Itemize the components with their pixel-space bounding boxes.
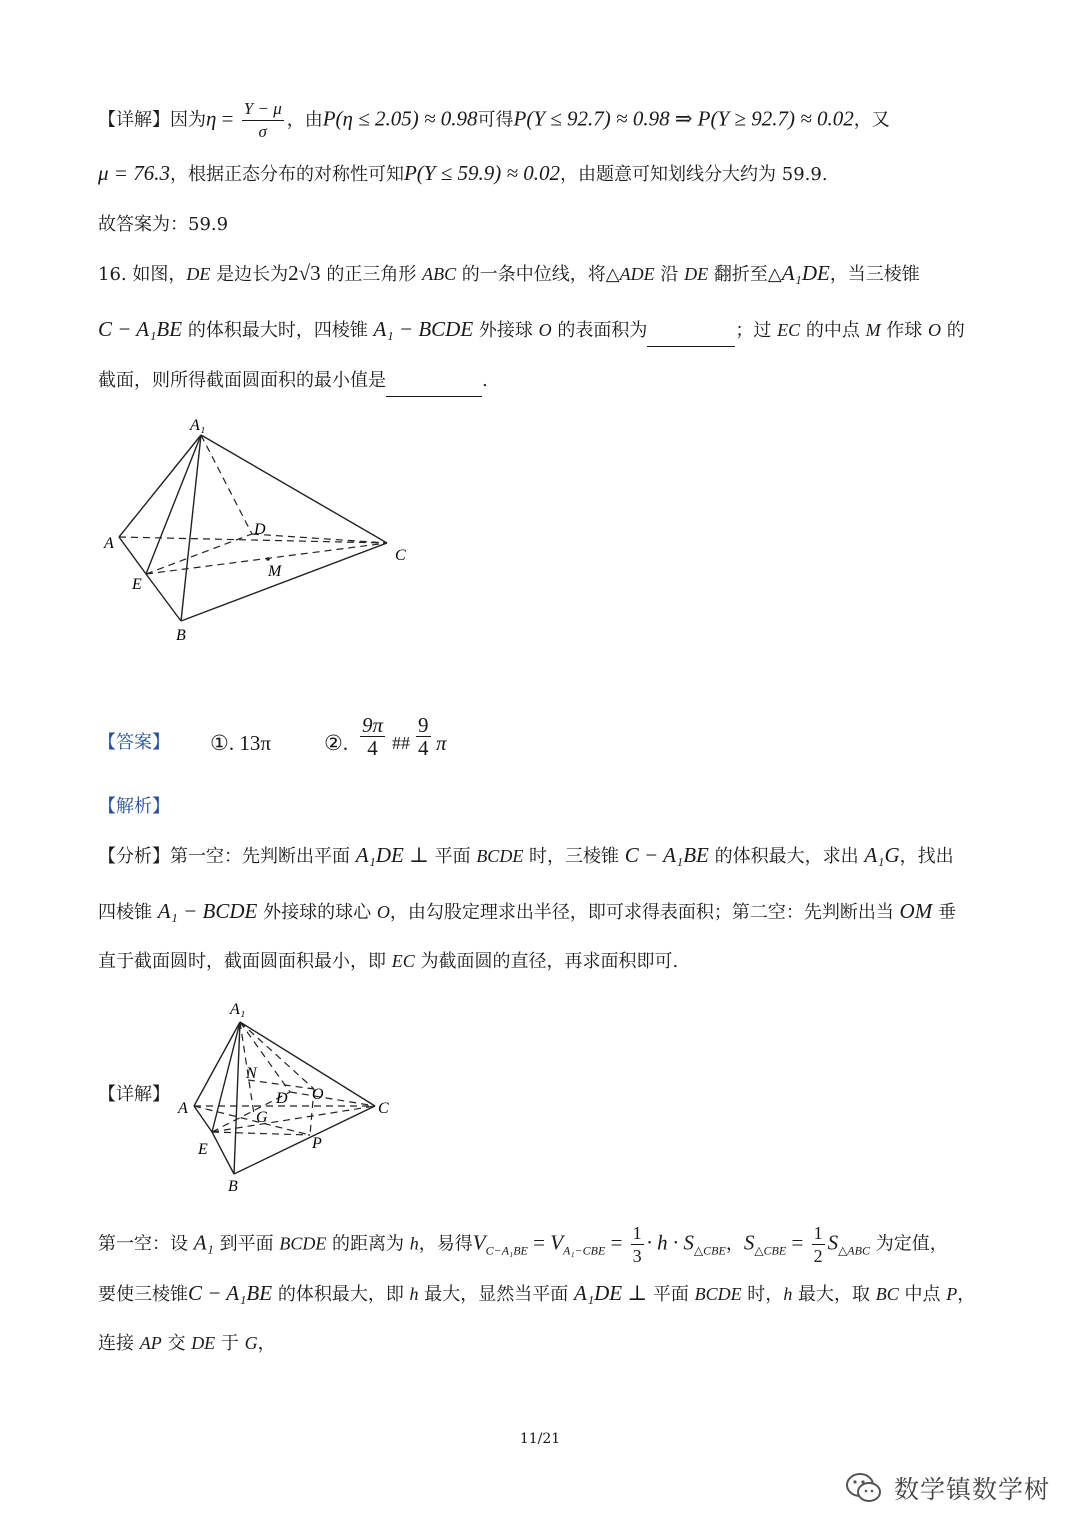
fraction-denominator: 2	[813, 1246, 823, 1266]
label-c: C	[395, 547, 406, 564]
q16-text: 沿	[654, 264, 685, 285]
step1-line-3	[98, 1328, 982, 1359]
plane-bcde: BCDE	[694, 1284, 742, 1304]
triangle-a1de: A₁DE	[781, 261, 830, 285]
analysis-text: ，找出	[899, 846, 954, 867]
pyramid-c-a1be: C − A₁BE	[624, 843, 709, 867]
point-a1: A₁	[193, 1230, 214, 1255]
plane-bcde: BCDE	[476, 846, 524, 866]
analysis-line-3	[98, 946, 982, 977]
edge-a1-a	[194, 1022, 240, 1106]
step-text: 的体积最大，即	[272, 1284, 410, 1305]
pyramid-c-a1be: C − A₁BE	[98, 317, 183, 341]
pyramid-a1-bcde: A₁ − BCDE	[157, 899, 258, 923]
step1-line-2	[98, 1278, 982, 1310]
point-g: G	[244, 1333, 258, 1353]
equals-sign: =	[786, 1230, 809, 1255]
mu-value: μ = 76.3	[98, 161, 170, 185]
point-m: M	[865, 320, 881, 340]
edge-b-c	[181, 543, 387, 621]
edge-e-b	[212, 1132, 234, 1174]
probability-y-927: P(Y ≤ 92.7) ≈ 0.98 ⇒ P(Y ≥ 92.7) ≈ 0.02	[513, 106, 854, 131]
watermark	[844, 1468, 1050, 1508]
step-text: 时，	[741, 1284, 784, 1305]
wechat-icon	[844, 1468, 884, 1508]
q16-text: 的一条中位线，将△	[456, 264, 620, 285]
detail-tag: 【详解】	[98, 109, 170, 131]
segment-ap: AP	[139, 1333, 162, 1353]
volume-v1-subscript: C−A₁BE	[485, 1243, 528, 1258]
answer-row	[98, 713, 982, 774]
label-a: A	[178, 1100, 188, 1117]
q16-text: 是边长为	[210, 264, 289, 285]
label-e: E	[132, 576, 142, 593]
label-d: D	[254, 521, 266, 538]
page-number: 11/21	[519, 1431, 561, 1447]
edge-a-e	[119, 537, 146, 574]
label-e: E	[198, 1141, 208, 1158]
q16-line-1	[98, 258, 982, 290]
label-a1: A₁	[230, 1001, 246, 1018]
edge-a1-b	[181, 435, 201, 621]
analysis-text: 直于截面圆时，截面圆面积最小，即	[98, 951, 392, 972]
probability-eta: P(η ≤ 2.05) ≈ 0.98	[322, 106, 478, 131]
step-text: ，易得	[418, 1233, 473, 1255]
edge-e-p	[212, 1132, 310, 1135]
fraction-one-half	[812, 1222, 825, 1267]
step-text: 为定值，	[869, 1233, 948, 1255]
sphere-o: O	[538, 320, 552, 340]
step-text: 交	[161, 1333, 192, 1354]
label-a1: A₁	[190, 417, 206, 434]
analysis-line-2	[98, 896, 982, 928]
answer-line: 故答案为：59.9	[98, 214, 229, 235]
triangle-abc: ABC	[422, 264, 457, 284]
edge-d-c	[252, 534, 387, 543]
answer-blank-1	[647, 316, 735, 347]
answer-blank-2	[386, 366, 482, 397]
equals-sign: =	[527, 1230, 551, 1255]
step-text: ，	[957, 1284, 976, 1305]
detail-line-2	[98, 158, 982, 190]
q16-text: 截面，则所得截面圆面积的最小值是	[98, 370, 386, 391]
step-text: 到平面	[213, 1233, 280, 1255]
text-by: ，由	[286, 109, 323, 131]
conclusion-text: ，由题意可知划线分大约为 59.9.	[560, 164, 828, 185]
q16-text: 的正三角形	[320, 264, 423, 285]
step-text: 于	[215, 1333, 245, 1354]
analysis-text: 为截面圆的直径，再求面积即可.	[414, 951, 679, 972]
distance-h: h	[783, 1284, 793, 1304]
center-o: O	[376, 902, 390, 922]
distance-h: h	[409, 1284, 419, 1304]
fraction-denominator: 4	[418, 736, 429, 760]
answer-choice-1: ①. 13π	[210, 731, 271, 755]
figure-pyramid-2	[170, 992, 410, 1202]
fraction-denominator: σ	[258, 122, 267, 141]
equals-sign: =	[216, 106, 239, 131]
probability-y-599: P(Y ≤ 59.9) ≈ 0.02	[403, 161, 561, 185]
h-times-s: · h · S	[646, 1230, 694, 1255]
analysis-text: 平面	[428, 846, 477, 867]
answer-choice-2-label: ②.	[324, 731, 349, 755]
segment-bc: BC	[875, 1284, 899, 1304]
pyramid-a1-bcde: A₁ − BCDE	[373, 317, 474, 341]
edge-e-b	[146, 574, 181, 621]
fraction-numerator: Y − μ	[242, 98, 284, 121]
analysis-tag: 【分析】	[98, 846, 170, 867]
label-d: D	[276, 1090, 288, 1107]
plane-bcde: BCDE	[279, 1233, 327, 1254]
analysis-text: 第一空：先判断出平面	[170, 846, 356, 867]
q16-text: 翻折至△	[708, 264, 782, 285]
q16-line-2	[98, 314, 982, 347]
point-m-dot	[266, 557, 270, 561]
detail-2-tag: 【详解】	[98, 1084, 170, 1105]
answer-fraction-1	[360, 714, 385, 759]
q16-text: 外接球	[473, 320, 539, 341]
label-n: N	[246, 1065, 257, 1082]
label-o: O	[312, 1086, 324, 1103]
analysis-text: ，由勾股定理求出半径，即可求得表面积；第二空：先判断出当	[389, 902, 900, 923]
point-p: P	[946, 1284, 958, 1304]
volume-v1: V	[472, 1230, 486, 1255]
q16-intro: 16. 如图，	[98, 264, 187, 285]
segment-ec: EC	[777, 320, 801, 340]
fraction-numerator: 1	[813, 1223, 823, 1243]
q16-line-3	[98, 366, 982, 397]
segment-de: DE	[191, 1333, 216, 1353]
answer-tag: 【答案】	[98, 732, 170, 753]
step-text: 的距离为	[326, 1233, 410, 1255]
fraction-numerator: 1	[632, 1223, 642, 1243]
segment-ec: EC	[391, 951, 415, 971]
eta-symbol: η	[206, 106, 217, 131]
pi-symbol: π	[436, 731, 447, 755]
area-subscript: △ABC	[838, 1243, 870, 1258]
step-text: 连接	[98, 1333, 140, 1354]
area-s: S	[827, 1230, 839, 1255]
edge-a1-c	[240, 1022, 375, 1106]
edge-d-c	[290, 1092, 375, 1106]
answer-fraction-2	[416, 714, 431, 759]
step-text: 最大，显然当平面	[418, 1284, 574, 1305]
step-text: ，	[257, 1333, 276, 1354]
answer-separator: ##	[392, 733, 410, 753]
q16-text: 的体积最大时，四棱锥	[182, 320, 374, 341]
step-text: 最大，取	[792, 1284, 876, 1305]
segment-om: OM	[899, 899, 933, 923]
fraction-denominator: 4	[367, 736, 378, 760]
q16-text: .	[482, 370, 488, 391]
analysis-heading: 【解析】	[98, 796, 170, 817]
edge-e-d	[146, 534, 252, 574]
distance-h: h	[409, 1233, 419, 1254]
step-text: 平面	[647, 1284, 695, 1305]
q16-text: 的表面积为	[551, 320, 648, 341]
label-a: A	[104, 535, 114, 552]
q16-text: 作球	[880, 320, 929, 341]
plane-a1de-perp: A₁DE ⊥	[355, 843, 429, 867]
step-text: 中点	[898, 1284, 947, 1305]
edge-n-o	[248, 1080, 314, 1089]
step-text: 第一空：设	[98, 1233, 194, 1255]
q16-text: 的	[941, 320, 965, 341]
sphere-o: O	[928, 320, 942, 340]
label-b: B	[228, 1178, 238, 1195]
q16-text: ，当三棱锥	[829, 264, 920, 285]
segment-de: DE	[684, 264, 709, 284]
volume-v2-subscript: A₁−CBE	[563, 1243, 606, 1258]
edge-a1-a	[119, 435, 201, 537]
segment-a1g: A₁G	[864, 843, 900, 867]
step-text: 要使三棱锥	[98, 1284, 188, 1305]
label-b: B	[176, 627, 186, 644]
two-root-three: 2√3	[288, 261, 321, 285]
area-s: S	[743, 1230, 755, 1255]
analysis-line-1	[98, 840, 982, 872]
pyramid-c-a1be: C − A₁BE	[188, 1281, 273, 1305]
step-text: ，	[725, 1233, 744, 1255]
symmetry-text: ，根据正态分布的对称性可知	[169, 164, 404, 185]
q16-text: ；过	[735, 320, 778, 341]
volume-v2: V	[550, 1230, 564, 1255]
label-m: M	[268, 563, 282, 580]
text-you: ，又	[853, 109, 890, 131]
edge-a1-e	[146, 435, 201, 574]
figure-pyramid-1	[98, 412, 428, 652]
segment-de: DE	[186, 264, 211, 284]
text-because: 因为	[170, 109, 206, 131]
analysis-text: 时，三棱锥	[523, 846, 625, 867]
analysis-text: 的体积最大，求出	[708, 846, 865, 867]
fraction-y-mu-sigma	[242, 98, 284, 143]
detail-intro-line	[98, 98, 982, 143]
q16-text: 的中点	[800, 320, 866, 341]
fraction-one-third	[631, 1222, 644, 1267]
step1-line-1	[98, 1222, 982, 1267]
analysis-text: 垂	[932, 902, 956, 923]
text-kede: 可得	[477, 109, 514, 131]
plane-a1de-perp: A₁DE ⊥	[574, 1281, 648, 1305]
analysis-text: 外接球的球心	[257, 902, 377, 923]
fraction-denominator: 3	[632, 1246, 642, 1266]
label-g: G	[256, 1109, 268, 1126]
area-subscript: △CBE	[693, 1243, 726, 1258]
triangle-ade: ADE	[619, 264, 655, 284]
analysis-text: 四棱锥	[98, 902, 158, 923]
label-c: C	[378, 1100, 389, 1117]
label-p: P	[312, 1135, 322, 1152]
watermark-text: 数学镇数学树	[893, 1475, 1050, 1504]
fraction-numerator: 9	[418, 713, 429, 737]
equals-sign: =	[605, 1230, 628, 1255]
area-subscript: △CBE	[754, 1243, 787, 1258]
fraction-numerator: 9π	[362, 713, 384, 737]
